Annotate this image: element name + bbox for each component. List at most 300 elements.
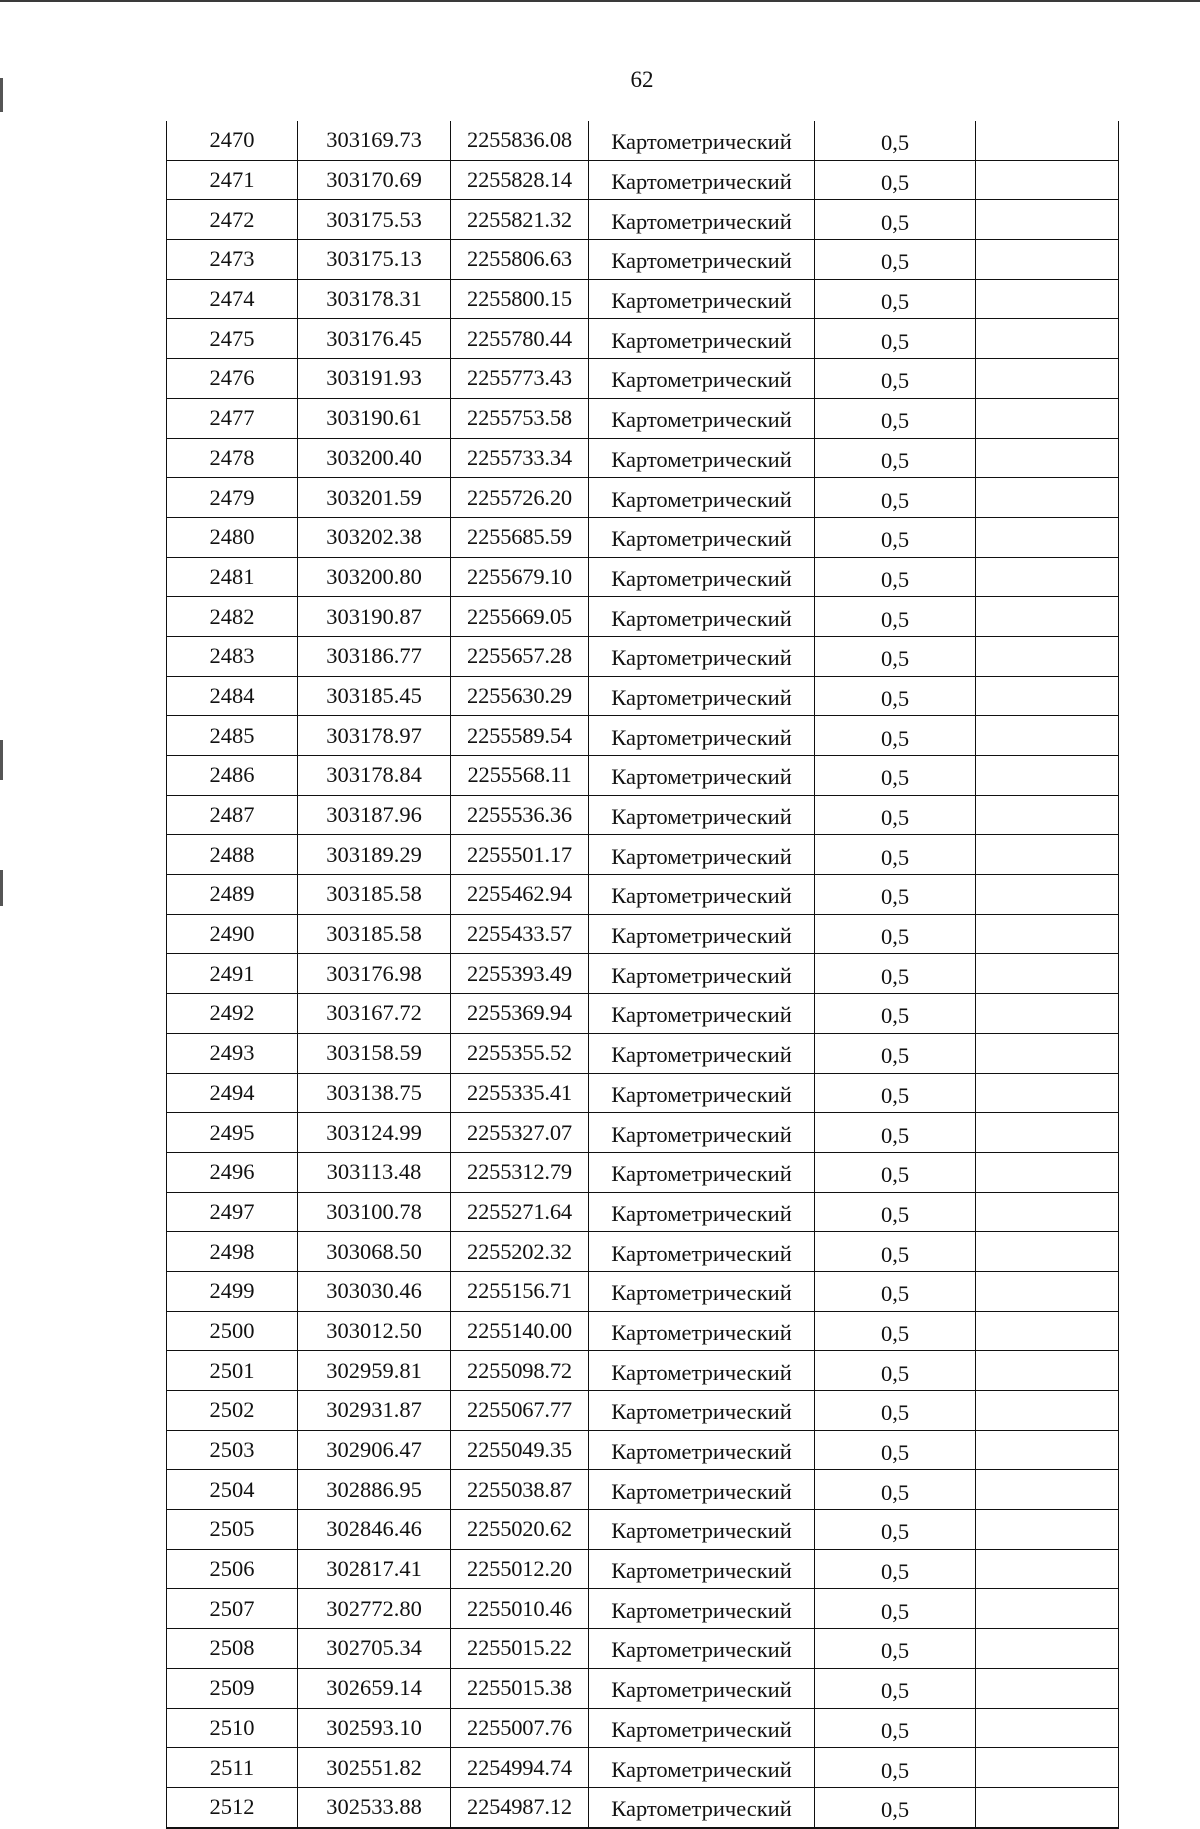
y-coordinate-cell: 2255657.28 xyxy=(451,636,589,676)
table-row xyxy=(167,1113,1119,1153)
table-row xyxy=(167,319,1119,359)
y-coordinate-cell: 2255568.11 xyxy=(451,756,589,796)
accuracy-cell: 0,5 xyxy=(815,597,976,637)
x-coordinate-cell: 303185.45 xyxy=(298,676,451,716)
y-coordinate-cell: 2255773.43 xyxy=(451,359,589,399)
accuracy-cell: 0,5 xyxy=(815,1152,976,1192)
accuracy-cell: 0,5 xyxy=(815,121,976,160)
note-cell xyxy=(976,1629,1119,1669)
y-coordinate-cell: 2255067.77 xyxy=(451,1391,589,1431)
point-number-cell: 2510 xyxy=(167,1708,298,1748)
table-row xyxy=(167,1152,1119,1192)
note-cell xyxy=(976,1033,1119,1073)
x-coordinate-cell: 303185.58 xyxy=(298,914,451,954)
note-cell xyxy=(976,756,1119,796)
note-cell xyxy=(976,835,1119,875)
point-number-cell: 2509 xyxy=(167,1668,298,1708)
point-number-cell: 2475 xyxy=(167,319,298,359)
point-number-cell: 2511 xyxy=(167,1748,298,1788)
note-cell xyxy=(976,676,1119,716)
method-cell: Картометрический xyxy=(589,240,815,280)
point-number-cell: 2504 xyxy=(167,1470,298,1510)
accuracy-cell: 0,5 xyxy=(815,1430,976,1470)
note-cell xyxy=(976,1311,1119,1351)
x-coordinate-cell: 303191.93 xyxy=(298,359,451,399)
table-row xyxy=(167,359,1119,399)
note-cell xyxy=(976,994,1119,1034)
y-coordinate-cell: 2255140.00 xyxy=(451,1311,589,1351)
note-cell xyxy=(976,359,1119,399)
y-coordinate-cell: 2255393.49 xyxy=(451,954,589,994)
accuracy-cell: 0,5 xyxy=(815,478,976,518)
accuracy-cell: 0,5 xyxy=(815,994,976,1034)
accuracy-cell: 0,5 xyxy=(815,636,976,676)
note-cell xyxy=(976,954,1119,994)
accuracy-cell: 0,5 xyxy=(815,279,976,319)
x-coordinate-cell: 303201.59 xyxy=(298,478,451,518)
method-cell: Картометрический xyxy=(589,1708,815,1748)
table-row xyxy=(167,994,1119,1034)
accuracy-cell: 0,5 xyxy=(815,716,976,756)
y-coordinate-cell: 2255669.05 xyxy=(451,597,589,637)
accuracy-cell: 0,5 xyxy=(815,1033,976,1073)
note-cell xyxy=(976,914,1119,954)
method-cell: Картометрический xyxy=(589,676,815,716)
accuracy-cell: 0,5 xyxy=(815,1391,976,1431)
note-cell xyxy=(976,1549,1119,1589)
method-cell: Картометрический xyxy=(589,875,815,915)
method-cell: Картометрический xyxy=(589,1113,815,1153)
point-number-cell: 2512 xyxy=(167,1787,298,1827)
accuracy-cell: 0,5 xyxy=(815,1510,976,1550)
note-cell xyxy=(976,121,1119,160)
method-cell: Картометрический xyxy=(589,636,815,676)
point-number-cell: 2484 xyxy=(167,676,298,716)
point-number-cell: 2476 xyxy=(167,359,298,399)
table-row xyxy=(167,636,1119,676)
method-cell: Картометрический xyxy=(589,160,815,200)
point-number-cell: 2471 xyxy=(167,160,298,200)
page-number: 62 xyxy=(630,67,654,92)
table-row xyxy=(167,716,1119,756)
x-coordinate-cell: 303200.40 xyxy=(298,438,451,478)
accuracy-cell: 0,5 xyxy=(815,438,976,478)
method-cell: Картометрический xyxy=(589,1549,815,1589)
x-coordinate-cell: 303200.80 xyxy=(298,557,451,597)
method-cell: Картометрический xyxy=(589,438,815,478)
method-cell: Картометрический xyxy=(589,1271,815,1311)
note-cell xyxy=(976,636,1119,676)
y-coordinate-cell: 2255679.10 xyxy=(451,557,589,597)
x-coordinate-cell: 303012.50 xyxy=(298,1311,451,1351)
note-cell xyxy=(976,1232,1119,1272)
table-row xyxy=(167,954,1119,994)
method-cell: Картометрический xyxy=(589,557,815,597)
y-coordinate-cell: 2255630.29 xyxy=(451,676,589,716)
method-cell: Картометрический xyxy=(589,1391,815,1431)
accuracy-cell: 0,5 xyxy=(815,795,976,835)
table-row xyxy=(167,756,1119,796)
accuracy-cell: 0,5 xyxy=(815,1748,976,1788)
table-row xyxy=(167,478,1119,518)
table-row xyxy=(167,835,1119,875)
point-number-cell: 2499 xyxy=(167,1271,298,1311)
table-row xyxy=(167,398,1119,438)
note-cell xyxy=(976,1748,1119,1788)
method-cell: Картометрический xyxy=(589,1629,815,1669)
method-cell: Картометрический xyxy=(589,1787,815,1827)
table-row xyxy=(167,160,1119,200)
accuracy-cell: 0,5 xyxy=(815,1351,976,1391)
point-number-cell: 2503 xyxy=(167,1430,298,1470)
y-coordinate-cell: 2255049.35 xyxy=(451,1430,589,1470)
method-cell: Картометрический xyxy=(589,1351,815,1391)
table-row xyxy=(167,1748,1119,1788)
x-coordinate-cell: 303185.58 xyxy=(298,875,451,915)
point-number-cell: 2486 xyxy=(167,756,298,796)
method-cell: Картометрический xyxy=(589,795,815,835)
method-cell: Картометрический xyxy=(589,121,815,160)
y-coordinate-cell: 2255015.22 xyxy=(451,1629,589,1669)
accuracy-cell: 0,5 xyxy=(815,160,976,200)
y-coordinate-cell: 2255156.71 xyxy=(451,1271,589,1311)
note-cell xyxy=(976,1787,1119,1827)
accuracy-cell: 0,5 xyxy=(815,517,976,557)
point-number-cell: 2488 xyxy=(167,835,298,875)
y-coordinate-cell: 2255733.34 xyxy=(451,438,589,478)
y-coordinate-cell: 2255010.46 xyxy=(451,1589,589,1629)
method-cell: Картометрический xyxy=(589,1232,815,1272)
method-cell: Картометрический xyxy=(589,756,815,796)
table-row xyxy=(167,1192,1119,1232)
table-row xyxy=(167,676,1119,716)
point-number-cell: 2481 xyxy=(167,557,298,597)
x-coordinate-cell: 303100.78 xyxy=(298,1192,451,1232)
table-row xyxy=(167,1391,1119,1431)
accuracy-cell: 0,5 xyxy=(815,954,976,994)
table-row xyxy=(167,1033,1119,1073)
x-coordinate-cell: 303178.97 xyxy=(298,716,451,756)
accuracy-cell: 0,5 xyxy=(815,1787,976,1827)
method-cell: Картометрический xyxy=(589,1311,815,1351)
method-cell: Картометрический xyxy=(589,517,815,557)
note-cell xyxy=(976,240,1119,280)
x-coordinate-cell: 302772.80 xyxy=(298,1589,451,1629)
x-coordinate-cell: 303068.50 xyxy=(298,1232,451,1272)
note-cell xyxy=(976,160,1119,200)
accuracy-cell: 0,5 xyxy=(815,676,976,716)
note-cell xyxy=(976,597,1119,637)
table-row xyxy=(167,875,1119,915)
method-cell: Картометрический xyxy=(589,1589,815,1629)
point-number-cell: 2482 xyxy=(167,597,298,637)
table-row xyxy=(167,279,1119,319)
note-cell xyxy=(976,1510,1119,1550)
accuracy-cell: 0,5 xyxy=(815,1589,976,1629)
y-coordinate-cell: 2255536.36 xyxy=(451,795,589,835)
point-number-cell: 2497 xyxy=(167,1192,298,1232)
table-row xyxy=(167,1271,1119,1311)
note-cell xyxy=(976,398,1119,438)
scan-top-edge xyxy=(0,0,1200,2)
accuracy-cell: 0,5 xyxy=(815,1073,976,1113)
point-number-cell: 2485 xyxy=(167,716,298,756)
method-cell: Картометрический xyxy=(589,200,815,240)
method-cell: Картометрический xyxy=(589,1470,815,1510)
method-cell: Картометрический xyxy=(589,1510,815,1550)
note-cell xyxy=(976,1192,1119,1232)
x-coordinate-cell: 303170.69 xyxy=(298,160,451,200)
accuracy-cell: 0,5 xyxy=(815,756,976,796)
x-coordinate-cell: 302533.88 xyxy=(298,1787,451,1827)
note-cell xyxy=(976,716,1119,756)
x-coordinate-cell: 303167.72 xyxy=(298,994,451,1034)
method-cell: Картометрический xyxy=(589,1033,815,1073)
table-row xyxy=(167,517,1119,557)
table-row xyxy=(167,914,1119,954)
accuracy-cell: 0,5 xyxy=(815,1311,976,1351)
x-coordinate-cell: 302931.87 xyxy=(298,1391,451,1431)
method-cell: Картометрический xyxy=(589,279,815,319)
y-coordinate-cell: 2255780.44 xyxy=(451,319,589,359)
note-cell xyxy=(976,319,1119,359)
table-row xyxy=(167,1073,1119,1113)
accuracy-cell: 0,5 xyxy=(815,1192,976,1232)
table-row xyxy=(167,597,1119,637)
point-number-cell: 2487 xyxy=(167,795,298,835)
point-number-cell: 2494 xyxy=(167,1073,298,1113)
note-cell xyxy=(976,1351,1119,1391)
method-cell: Картометрический xyxy=(589,954,815,994)
x-coordinate-cell: 302906.47 xyxy=(298,1430,451,1470)
y-coordinate-cell: 2255753.58 xyxy=(451,398,589,438)
x-coordinate-cell: 303113.48 xyxy=(298,1152,451,1192)
point-number-cell: 2493 xyxy=(167,1033,298,1073)
x-coordinate-cell: 302846.46 xyxy=(298,1510,451,1550)
table-row xyxy=(167,1351,1119,1391)
point-number-cell: 2474 xyxy=(167,279,298,319)
point-number-cell: 2495 xyxy=(167,1113,298,1153)
table-row xyxy=(167,240,1119,280)
note-cell xyxy=(976,1271,1119,1311)
y-coordinate-cell: 2255685.59 xyxy=(451,517,589,557)
x-coordinate-cell: 303176.98 xyxy=(298,954,451,994)
x-coordinate-cell: 303190.61 xyxy=(298,398,451,438)
accuracy-cell: 0,5 xyxy=(815,1549,976,1589)
note-cell xyxy=(976,1470,1119,1510)
point-number-cell: 2489 xyxy=(167,875,298,915)
y-coordinate-cell: 2255800.15 xyxy=(451,279,589,319)
point-number-cell: 2470 xyxy=(167,121,298,160)
table-row xyxy=(167,1787,1119,1827)
table-row xyxy=(167,1629,1119,1669)
method-cell: Картометрический xyxy=(589,1152,815,1192)
x-coordinate-cell: 303158.59 xyxy=(298,1033,451,1073)
x-coordinate-cell: 303169.73 xyxy=(298,121,451,160)
table-row xyxy=(167,438,1119,478)
y-coordinate-cell: 2255462.94 xyxy=(451,875,589,915)
x-coordinate-cell: 303189.29 xyxy=(298,835,451,875)
table-row xyxy=(167,557,1119,597)
x-coordinate-cell: 302659.14 xyxy=(298,1668,451,1708)
y-coordinate-cell: 2255327.07 xyxy=(451,1113,589,1153)
point-number-cell: 2501 xyxy=(167,1351,298,1391)
point-number-cell: 2483 xyxy=(167,636,298,676)
point-number-cell: 2477 xyxy=(167,398,298,438)
y-coordinate-cell: 2255312.79 xyxy=(451,1152,589,1192)
x-coordinate-cell: 303138.75 xyxy=(298,1073,451,1113)
x-coordinate-cell: 303187.96 xyxy=(298,795,451,835)
point-number-cell: 2508 xyxy=(167,1629,298,1669)
note-cell xyxy=(976,795,1119,835)
accuracy-cell: 0,5 xyxy=(815,398,976,438)
accuracy-cell: 0,5 xyxy=(815,835,976,875)
accuracy-cell: 0,5 xyxy=(815,557,976,597)
point-number-cell: 2490 xyxy=(167,914,298,954)
point-number-cell: 2480 xyxy=(167,517,298,557)
y-coordinate-cell: 2255501.17 xyxy=(451,835,589,875)
note-cell xyxy=(976,875,1119,915)
scan-left-mark xyxy=(0,870,3,906)
accuracy-cell: 0,5 xyxy=(815,1629,976,1669)
x-coordinate-cell: 302886.95 xyxy=(298,1470,451,1510)
y-coordinate-cell: 2255821.32 xyxy=(451,200,589,240)
table-row xyxy=(167,1510,1119,1550)
y-coordinate-cell: 2255098.72 xyxy=(451,1351,589,1391)
table-row xyxy=(167,121,1119,160)
y-coordinate-cell: 2255355.52 xyxy=(451,1033,589,1073)
method-cell: Картометрический xyxy=(589,1192,815,1232)
x-coordinate-cell: 303190.87 xyxy=(298,597,451,637)
point-number-cell: 2492 xyxy=(167,994,298,1034)
point-number-cell: 2472 xyxy=(167,200,298,240)
accuracy-cell: 0,5 xyxy=(815,1232,976,1272)
y-coordinate-cell: 2254994.74 xyxy=(451,1748,589,1788)
scan-left-mark xyxy=(0,740,3,780)
y-coordinate-cell: 2255589.54 xyxy=(451,716,589,756)
point-number-cell: 2478 xyxy=(167,438,298,478)
x-coordinate-cell: 302551.82 xyxy=(298,1748,451,1788)
accuracy-cell: 0,5 xyxy=(815,1113,976,1153)
table-row xyxy=(167,1311,1119,1351)
x-coordinate-cell: 303176.45 xyxy=(298,319,451,359)
point-number-cell: 2507 xyxy=(167,1589,298,1629)
accuracy-cell: 0,5 xyxy=(815,1271,976,1311)
note-cell xyxy=(976,200,1119,240)
point-number-cell: 2500 xyxy=(167,1311,298,1351)
table-row xyxy=(167,1668,1119,1708)
y-coordinate-cell: 2255007.76 xyxy=(451,1708,589,1748)
x-coordinate-cell: 303124.99 xyxy=(298,1113,451,1153)
table-row xyxy=(167,1708,1119,1748)
point-number-cell: 2491 xyxy=(167,954,298,994)
method-cell: Картометрический xyxy=(589,1430,815,1470)
coordinates-table xyxy=(166,121,1119,1829)
method-cell: Картометрический xyxy=(589,914,815,954)
table-row xyxy=(167,1549,1119,1589)
method-cell: Картометрический xyxy=(589,398,815,438)
x-coordinate-cell: 302959.81 xyxy=(298,1351,451,1391)
x-coordinate-cell: 303175.13 xyxy=(298,240,451,280)
point-number-cell: 2498 xyxy=(167,1232,298,1272)
x-coordinate-cell: 302593.10 xyxy=(298,1708,451,1748)
x-coordinate-cell: 303030.46 xyxy=(298,1271,451,1311)
method-cell: Картометрический xyxy=(589,1748,815,1788)
y-coordinate-cell: 2255012.20 xyxy=(451,1549,589,1589)
method-cell: Картометрический xyxy=(589,716,815,756)
accuracy-cell: 0,5 xyxy=(815,1668,976,1708)
y-coordinate-cell: 2255038.87 xyxy=(451,1470,589,1510)
point-number-cell: 2473 xyxy=(167,240,298,280)
y-coordinate-cell: 2255806.63 xyxy=(451,240,589,280)
method-cell: Картометрический xyxy=(589,478,815,518)
note-cell xyxy=(976,517,1119,557)
table-row xyxy=(167,1232,1119,1272)
accuracy-cell: 0,5 xyxy=(815,240,976,280)
accuracy-cell: 0,5 xyxy=(815,875,976,915)
accuracy-cell: 0,5 xyxy=(815,914,976,954)
note-cell xyxy=(976,438,1119,478)
method-cell: Картометрический xyxy=(589,835,815,875)
method-cell: Картометрический xyxy=(589,597,815,637)
point-number-cell: 2506 xyxy=(167,1549,298,1589)
note-cell xyxy=(976,1430,1119,1470)
x-coordinate-cell: 302705.34 xyxy=(298,1629,451,1669)
accuracy-cell: 0,5 xyxy=(815,359,976,399)
table-row xyxy=(167,200,1119,240)
x-coordinate-cell: 303175.53 xyxy=(298,200,451,240)
x-coordinate-cell: 303202.38 xyxy=(298,517,451,557)
table-row xyxy=(167,1430,1119,1470)
x-coordinate-cell: 303178.31 xyxy=(298,279,451,319)
table-row xyxy=(167,1589,1119,1629)
method-cell: Картометрический xyxy=(589,319,815,359)
note-cell xyxy=(976,1708,1119,1748)
x-coordinate-cell: 303178.84 xyxy=(298,756,451,796)
note-cell xyxy=(976,1668,1119,1708)
accuracy-cell: 0,5 xyxy=(815,319,976,359)
note-cell xyxy=(976,478,1119,518)
method-cell: Картометрический xyxy=(589,1073,815,1113)
x-coordinate-cell: 303186.77 xyxy=(298,636,451,676)
point-number-cell: 2479 xyxy=(167,478,298,518)
x-coordinate-cell: 302817.41 xyxy=(298,1549,451,1589)
method-cell: Картометрический xyxy=(589,1668,815,1708)
y-coordinate-cell: 2255369.94 xyxy=(451,994,589,1034)
accuracy-cell: 0,5 xyxy=(815,1708,976,1748)
y-coordinate-cell: 2255335.41 xyxy=(451,1073,589,1113)
y-coordinate-cell: 2255726.20 xyxy=(451,478,589,518)
y-coordinate-cell: 2255828.14 xyxy=(451,160,589,200)
table-row xyxy=(167,1470,1119,1510)
note-cell xyxy=(976,279,1119,319)
accuracy-cell: 0,5 xyxy=(815,200,976,240)
note-cell xyxy=(976,1589,1119,1629)
note-cell xyxy=(976,1391,1119,1431)
note-cell xyxy=(976,1113,1119,1153)
y-coordinate-cell: 2255020.62 xyxy=(451,1510,589,1550)
note-cell xyxy=(976,557,1119,597)
point-number-cell: 2502 xyxy=(167,1391,298,1431)
y-coordinate-cell: 2254987.12 xyxy=(451,1787,589,1827)
accuracy-cell: 0,5 xyxy=(815,1470,976,1510)
y-coordinate-cell: 2255015.38 xyxy=(451,1668,589,1708)
y-coordinate-cell: 2255433.57 xyxy=(451,914,589,954)
point-number-cell: 2496 xyxy=(167,1152,298,1192)
coordinates-table-body xyxy=(167,121,1119,1828)
note-cell xyxy=(976,1152,1119,1192)
y-coordinate-cell: 2255202.32 xyxy=(451,1232,589,1272)
